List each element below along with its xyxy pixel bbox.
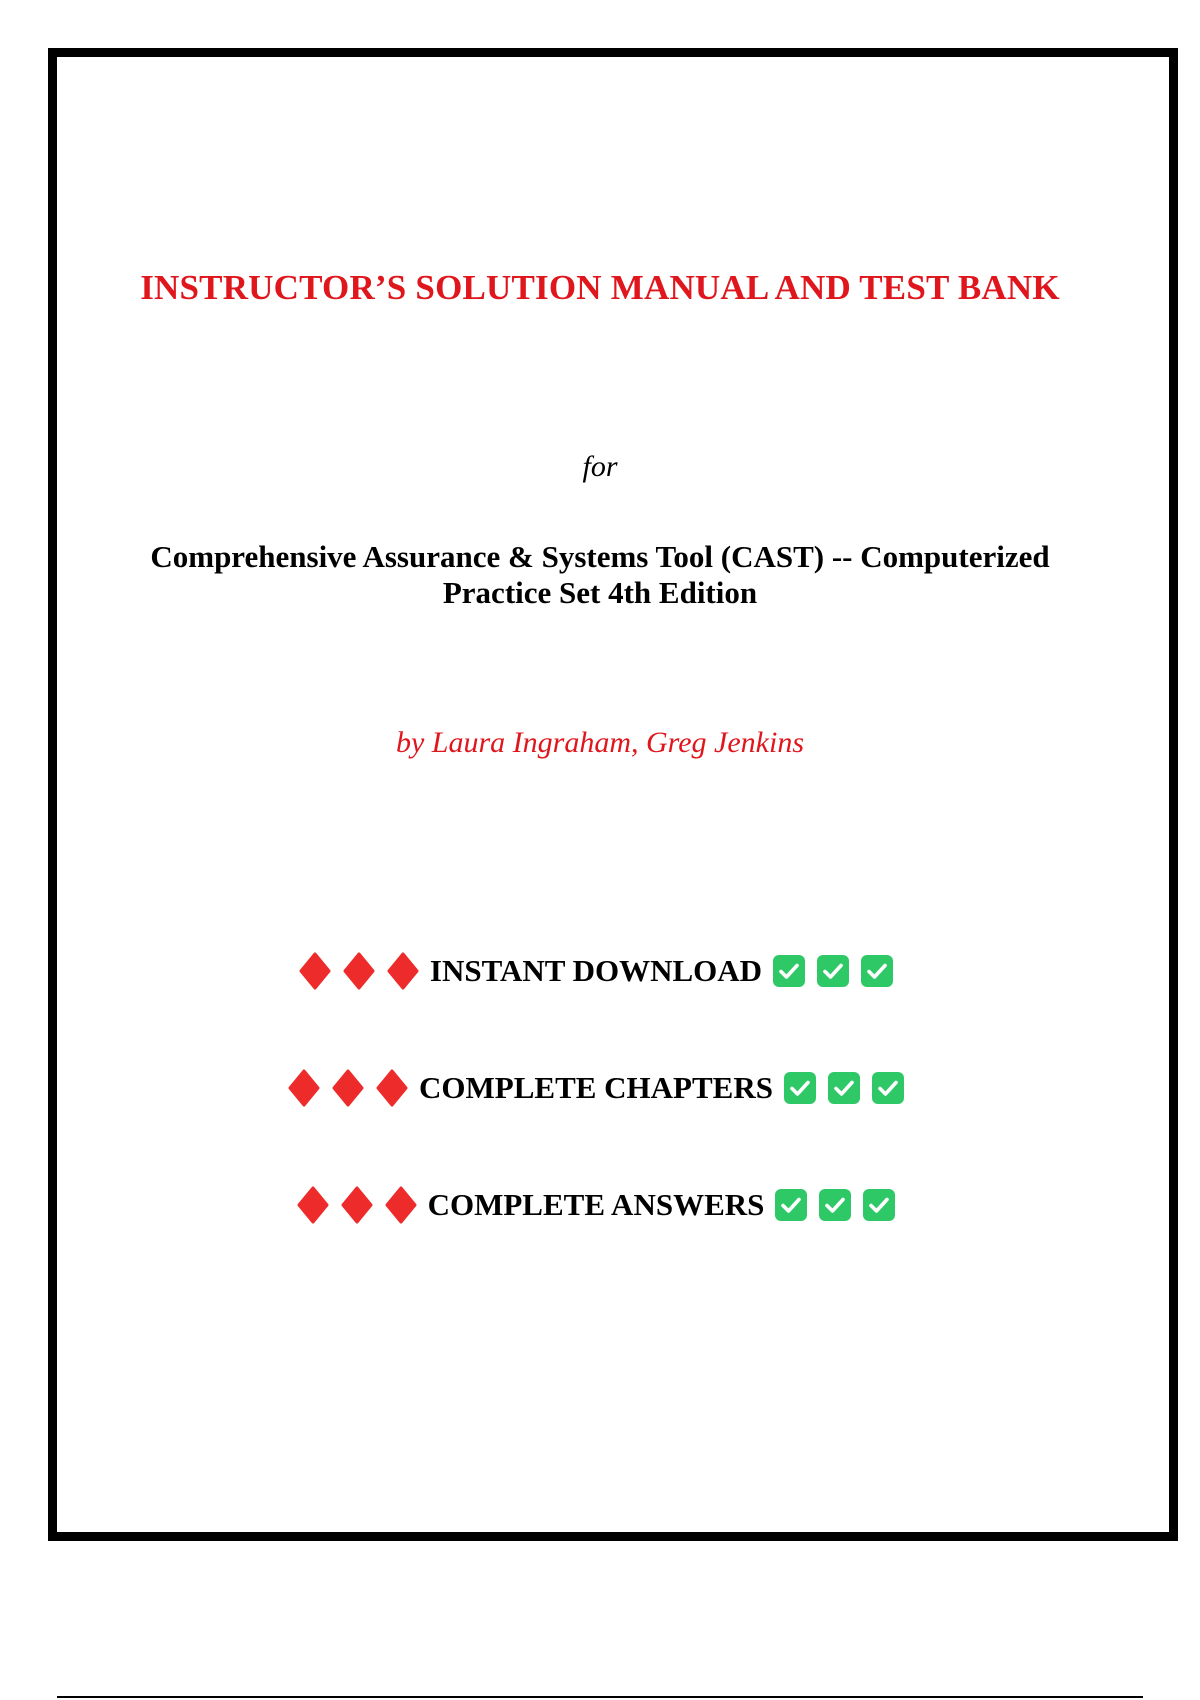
green-check-icon <box>862 1188 896 1222</box>
book-title <box>100 539 1100 611</box>
bottom-divider <box>57 1696 1143 1698</box>
green-check-icon <box>774 1188 808 1222</box>
promo-row-complete-answers <box>0 1183 1200 1227</box>
red-diamond-icon <box>373 1069 411 1107</box>
red-diamond-icon <box>294 1186 332 1224</box>
green-check-icon <box>772 954 806 988</box>
red-diamond-icon <box>338 1186 376 1224</box>
red-diamond-icon <box>382 1186 420 1224</box>
for-label: for <box>582 450 618 483</box>
red-diamond-icon <box>296 952 334 990</box>
page-title: INSTRUCTOR’S SOLUTION MANUAL AND TEST BANK <box>140 268 1060 307</box>
authors: by Laura Ingraham, Greg Jenkins <box>395 726 804 759</box>
green-check-icon <box>816 954 850 988</box>
promo-label: INSTANT DOWNLOAD <box>429 953 763 988</box>
promo-row-instant-download <box>0 949 1200 993</box>
book-title-line-1: Comprehensive Assurance & Systems Tool (CAST) -- Computerized <box>150 539 1050 574</box>
red-diamond-icon <box>384 952 422 990</box>
green-check-icon <box>871 1071 905 1105</box>
green-check-icon <box>783 1071 817 1105</box>
promo-row-complete-chapters <box>0 1066 1200 1110</box>
promo-label: COMPLETE ANSWERS <box>427 1187 765 1222</box>
red-diamond-icon <box>329 1069 367 1107</box>
promo-label: COMPLETE CHAPTERS <box>419 1070 773 1105</box>
green-check-icon <box>818 1188 852 1222</box>
green-check-icon <box>860 954 894 988</box>
red-diamond-icon <box>285 1069 323 1107</box>
green-check-icon <box>827 1071 861 1105</box>
book-title-line-2: Practice Set 4th Edition <box>442 575 758 610</box>
red-diamond-icon <box>340 952 378 990</box>
